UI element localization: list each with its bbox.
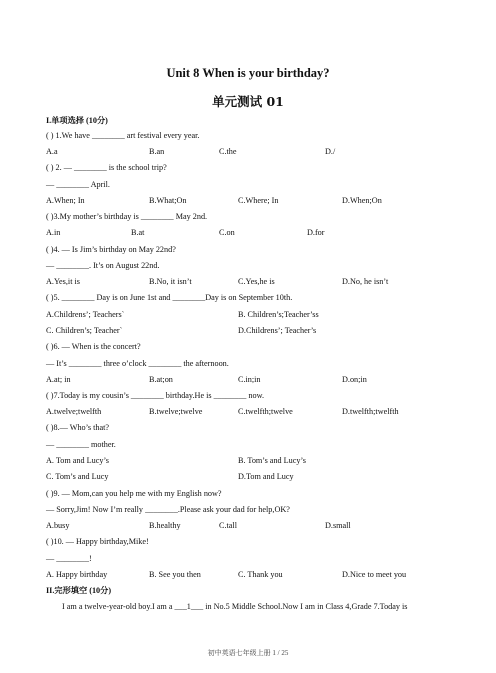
option-c: C. Thank you — [238, 570, 283, 579]
page-footer: 初中英语七年级上册 1 / 25 — [207, 649, 289, 657]
question-6: ( )6. — When is the concert? — [46, 342, 141, 351]
option-c: C. Children’s; Teacher` — [46, 326, 123, 335]
option-b: B. Children’s;Teacher’ss — [238, 310, 319, 319]
option-c: C.the — [219, 147, 237, 156]
option-b: B.twelve;twelve — [149, 407, 203, 416]
question-1: ( ) 1.We have ________ art festival every year. — [46, 131, 200, 140]
option-a: A. Tom and Lucy’s — [46, 456, 109, 465]
question-4-reply: — ________. It’s on August 22nd. — [46, 261, 160, 270]
option-a: A.busy — [46, 521, 70, 530]
option-a: A.Yes,it is — [46, 277, 80, 286]
option-a: A.a — [46, 147, 58, 156]
option-d: D.No, he isn’t — [342, 277, 389, 286]
option-c: C. Tom’s and Lucy — [46, 472, 109, 481]
question-10: ( )10. — Happy birthday,Mike! — [46, 537, 149, 546]
question-10-reply: — ________! — [46, 554, 92, 563]
option-b: B. See you then — [149, 570, 201, 579]
option-d: D.Nice to meet you — [342, 570, 407, 579]
option-b: B. Tom’s and Lucy’s — [238, 456, 306, 465]
option-a: A.in — [46, 228, 61, 237]
option-c: C.in;in — [238, 375, 261, 384]
option-c: C.twelfth;twelve — [238, 407, 293, 416]
question-4: ( )4. — Is Jim’s birthday on May 22nd? — [46, 245, 176, 254]
question-6-reply: — It’s ________ three o’clock ________ the afternoon. — [46, 359, 229, 368]
option-c: C.tall — [219, 521, 237, 530]
option-d: D.Childrens’; Teacher’s — [238, 326, 317, 335]
page-title: Unit 8 When is your birthday? — [166, 66, 330, 80]
option-c: C.Yes,he is — [238, 277, 275, 286]
option-b: B.an — [149, 147, 165, 156]
question-7: ( )7.Today is my cousin’s ________ birthday.He is ________ now. — [46, 391, 265, 400]
option-a: A.Childrens’; Teachers` — [46, 310, 125, 319]
question-2: ( ) 2. — ________ is the school trip? — [46, 163, 167, 172]
option-b: B.healthy — [149, 521, 181, 530]
question-3: ( )3.My mother’s birthday is ________ May 2nd. — [46, 212, 208, 221]
option-b: B.at — [131, 228, 145, 237]
option-a: A.twelve;twelfth — [46, 407, 102, 416]
option-d: D./ — [325, 147, 336, 156]
option-a: A. Happy birthday — [46, 570, 108, 579]
question-9: ( )9. — Mom,can you help me with my English now? — [46, 489, 222, 498]
page-subtitle: 单元测试 01 — [212, 94, 284, 109]
option-a: A.When; In — [46, 196, 85, 205]
option-d: D.on;in — [342, 375, 367, 384]
question-8-reply: — ________ mother. — [46, 440, 116, 449]
option-d: D.twelfth;twelfth — [342, 407, 399, 416]
option-d: D.small — [325, 521, 351, 530]
question-2-reply: — ________ April. — [46, 180, 110, 189]
question-5: ( )5. ________ Day is on June 1st and ________Day is on September 10th. — [46, 293, 293, 302]
option-d: D.for — [307, 228, 325, 237]
option-c: C.Where; In — [238, 196, 279, 205]
option-d: D.Tom and Lucy — [238, 472, 294, 481]
option-b: B.at;on — [149, 375, 173, 384]
question-8: ( )8.— Who’s that? — [46, 423, 110, 432]
question-9-reply: — Sorry,Jim! Now I’m really ________.Please ask your dad for help,OK? — [46, 505, 290, 514]
option-b: B.What;On — [149, 196, 187, 205]
option-d: D.When;On — [342, 196, 382, 205]
option-c: C.on — [219, 228, 235, 237]
option-b: B.No, it isn’t — [149, 277, 192, 286]
section-heading-1: I.单项选择 (10分) — [46, 116, 108, 125]
section-heading-2: II.完形填空 (10分) — [46, 586, 112, 595]
cloze-paragraph: I am a twelve-year-old boy.I am a ___1___ in No.5 Middle School.Now I am in Class 4,Grade 7.Today is — [62, 602, 408, 611]
option-a: A.at; in — [46, 375, 71, 384]
